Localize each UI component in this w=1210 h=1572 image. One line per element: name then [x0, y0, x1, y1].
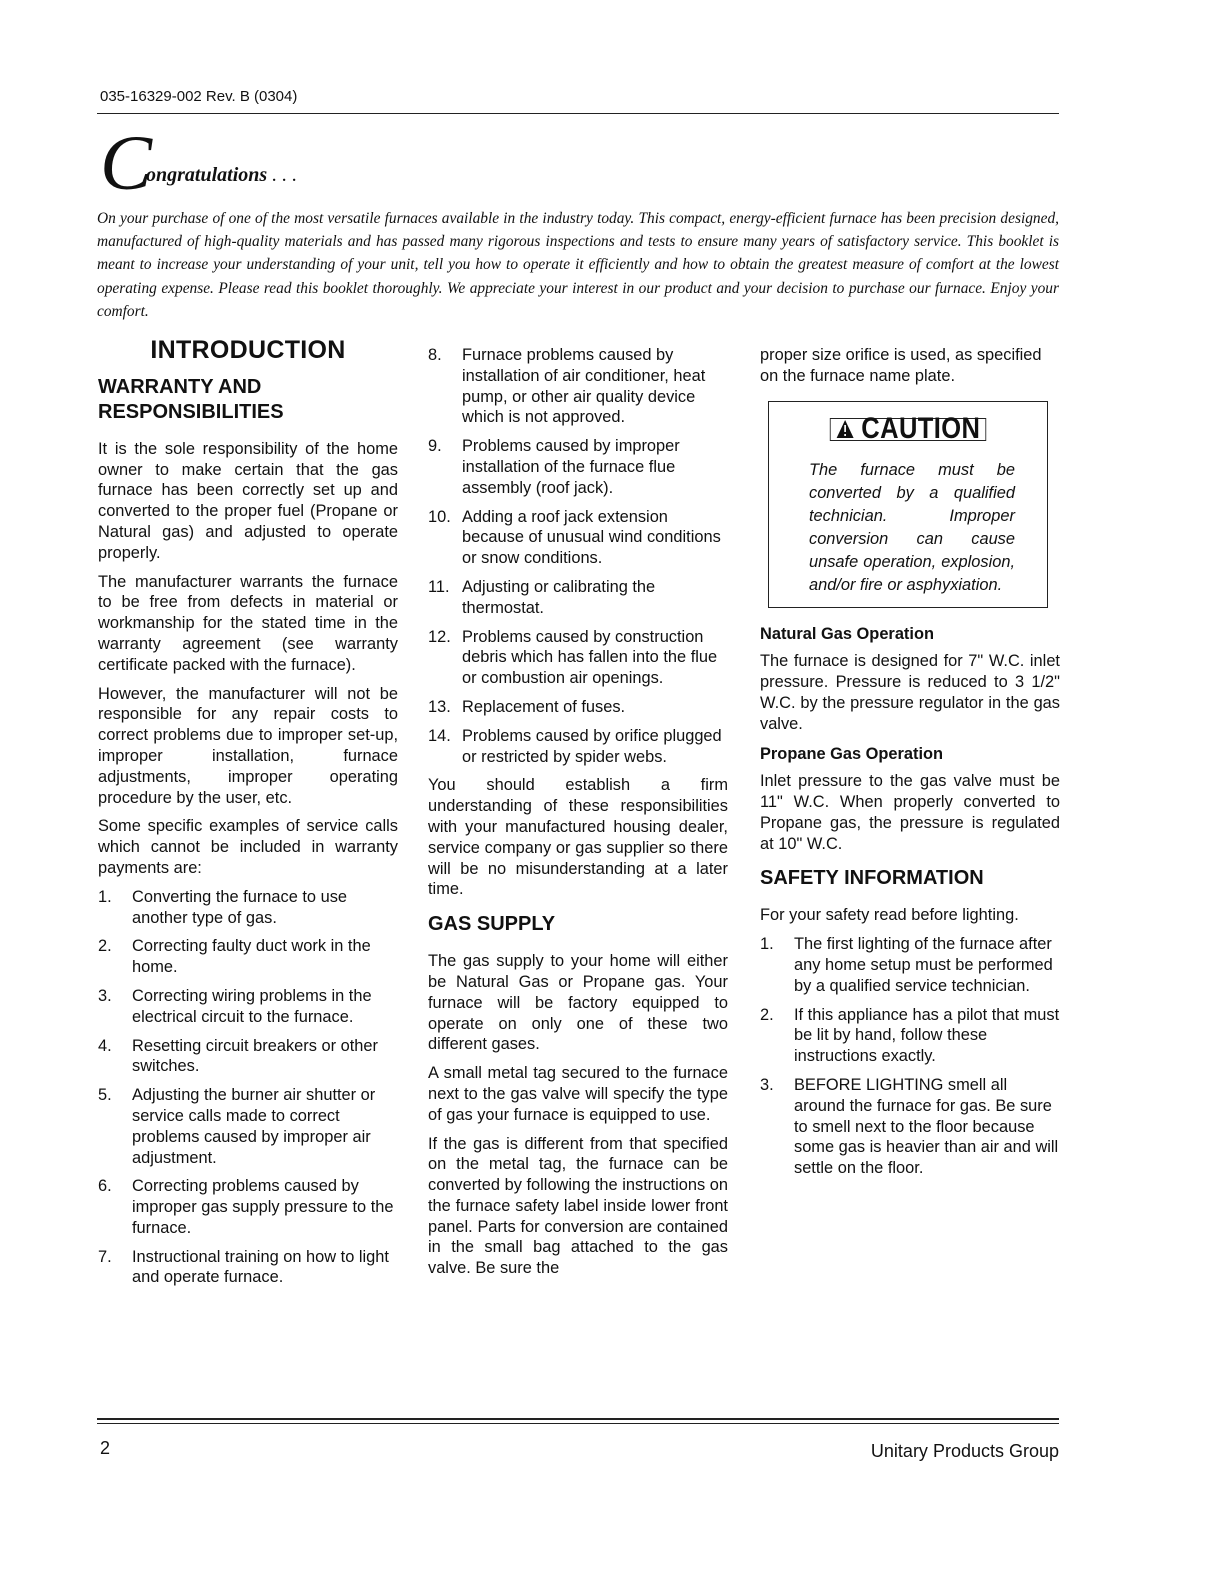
paragraph: If the gas is different from that specified on the metal tag, the furnace can be converted by following the instructions on the furnace safety label inside lower front panel. Parts for conversion are contained in the small bag attached to the gas valve. Be sure the [428, 1134, 728, 1278]
list-item: 1. Converting the furnace to use another type of gas. [98, 887, 348, 927]
header-rule [97, 113, 1059, 114]
page-number: 2 [100, 1438, 111, 1458]
warning-icon [836, 419, 855, 441]
paragraph: For your safety read before lighting. [760, 906, 1019, 925]
caution-text: The furnace must be converted by a qualified technician. Improper conversion can cause unsafe operation, explosion, and/or fire or asphyxiation. [809, 461, 1015, 595]
column-1 [98, 336, 398, 1296]
list-item: 3. Correcting wiring problems in the electrical circuit to the furnace. [98, 986, 372, 1026]
list-item: 12. Problems caused by construction debris which has fallen into the flue or combustion air openings. [428, 627, 718, 688]
service-examples-list [98, 887, 398, 1289]
warranty-heading: WARRANTY AND RESPONSIBILITIES [98, 375, 284, 423]
list-item: 14. Problems caused by orifice plugged or restricted by spider webs. [428, 726, 722, 766]
congratulations-ellipsis: . . . [272, 164, 298, 186]
gas-supply-heading: GAS SUPPLY [428, 913, 556, 936]
list-item: 13. Replacement of fuses. [428, 697, 626, 716]
paragraph: However, the manufacturer will not be responsible for any repair costs to correct problems due to improper set-up, improper installation, furnace adjustments, improper operating procedure by the user, etc. [98, 684, 398, 807]
list-item: 11. Adjusting or calibrating the thermostat. [428, 577, 656, 617]
safety-heading: SAFETY INFORMATION [760, 867, 984, 890]
footer-company: Unitary Products Group [870, 1441, 1059, 1461]
caution-title: CAUTION [861, 412, 981, 446]
document-number: 035-16329-002 Rev. B (0304) [100, 88, 298, 105]
congratulations-title: ongratulations [146, 164, 268, 186]
list-item: 7. Instructional training on how to light and operate furnace. [98, 1247, 389, 1287]
column-3 [760, 345, 1060, 1187]
natural-gas-heading: Natural Gas Operation [760, 625, 934, 644]
safety-list [760, 934, 1060, 1179]
introduction-heading: INTRODUCTION [150, 336, 346, 364]
footer-rule [97, 1418, 1059, 1420]
paragraph: The furnace is designed for 7" W.C. inlet pressure. Pressure is reduced to 3 1/2" W.C. by the pressure regulator in the gas valve. [760, 652, 1060, 733]
list-item: 2. Correcting faulty duct work in the home. [98, 937, 371, 977]
paragraph: A small metal tag secured to the furnace next to the gas valve will specify the type of gas your furnace is equipped to use. [428, 1064, 728, 1124]
list-item: 3. BEFORE LIGHTING smell all around the furnace for gas. Be sure to smell next to the floor because some gas is heavier than air and will settle on the floor. [760, 1075, 1059, 1178]
service-examples-list-continued [428, 345, 728, 767]
paragraph: Some specific examples of service calls which cannot be included in warranty payments are: [98, 817, 398, 877]
paragraph: The manufacturer warrants the furnace to be free from defects in material or workmanship for the stated time in the warranty agreement (see warranty certificate packed with the furnace). [98, 572, 398, 674]
paragraph: Inlet pressure to the gas valve must be 11" W.C. When properly converted to Propane gas, the pressure is regulated at 10" W.C. [760, 772, 1060, 853]
list-item: 9. Problems caused by improper installation of the furnace flue assembly (roof jack). [428, 437, 680, 497]
list-item: 8. Furnace problems caused by installation of air conditioner, heat pump, or other air quality device which is not approved. [428, 346, 706, 427]
list-item: 1. The first lighting of the furnace after any home setup must be performed by a qualified service technician. [760, 935, 1053, 995]
list-item: 5. Adjusting the burner air shutter or service calls made to correct problems caused by improper air adjustment. [98, 1086, 376, 1167]
caution-box [768, 401, 1048, 609]
congratulations-text: On your purchase of one of the most versatile furnaces available in the industry today. This compact, energy-efficient furnace has been precision designed, manufactured of high-quality materials and has passed many rigorous inspections and tests to ensure many years of satisfactory service. This booklet is meant to increase your understanding of your unit, tell you how to operate it efficiently and how to obtain the greatest measure of comfort at the lowest operating expense. Please read this booklet thoroughly. We appreciate your interest in our product and your decision to purchase our furnace. Enjoy your comfort. [97, 210, 1059, 320]
footer-rule-thin [97, 1423, 1059, 1424]
list-item: 6. Correcting problems caused by improper gas supply pressure to the furnace. [98, 1177, 394, 1237]
paragraph: The gas supply to your home will either be Natural Gas or Propane gas. Your furnace will be factory equipped to operate on only one of these two different gases. [428, 952, 728, 1054]
paragraph: proper size orifice is used, as specified on the furnace name plate. [760, 346, 1042, 385]
propane-gas-heading: Propane Gas Operation [760, 745, 944, 764]
paragraph: It is the sole responsibility of the home owner to make certain that the gas furnace has been correctly set up and converted to the proper fuel (Propane or Natural gas) and adjusted to operate properly. [98, 439, 398, 562]
list-item: 4. Resetting circuit breakers or other switches. [98, 1036, 378, 1076]
column-2 [428, 345, 728, 1287]
decorative-initial: C [100, 119, 153, 206]
list-item: 10. Adding a roof jack extension because of unusual wind conditions or snow conditions. [428, 507, 721, 568]
paragraph: You should establish a firm understanding of these responsibilities with your manufactured housing dealer, service company or gas supplier so there will be no misunderstanding at a later time. [428, 776, 728, 899]
list-item: 2. If this appliance has a pilot that must be lit by hand, follow these instructions exactly. [760, 1005, 1060, 1066]
